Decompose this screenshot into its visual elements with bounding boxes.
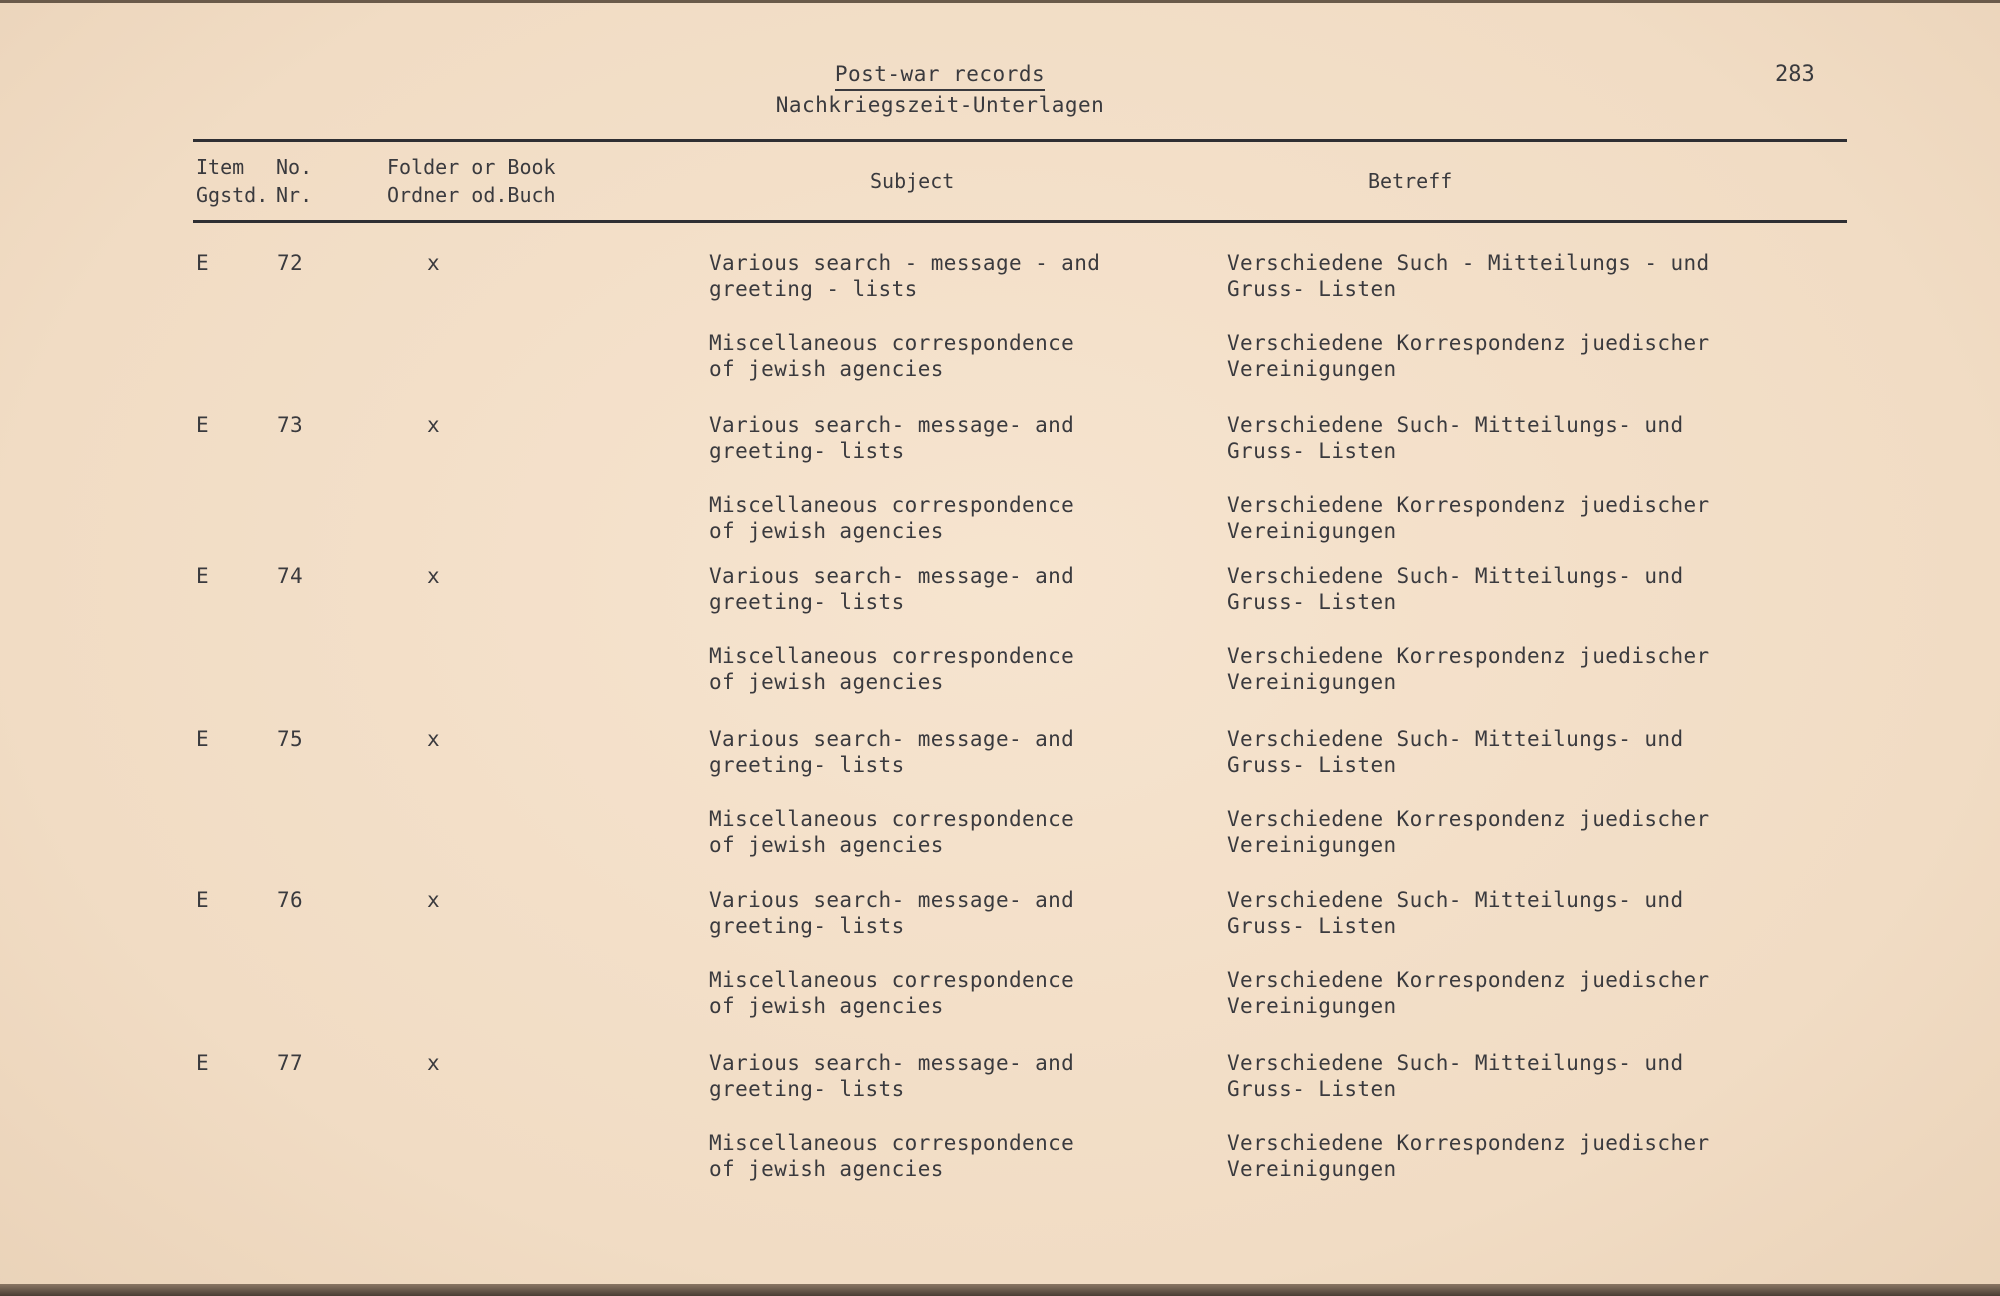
betreff-text: Verschiedene Such - Mitteilungs - und Gruss- Listen — [1227, 251, 1710, 301]
item-code: E — [196, 251, 210, 275]
title-english: Post-war records — [835, 62, 1045, 91]
folder-mark: x — [427, 1051, 441, 1075]
betreff-text: Verschiedene Such- Mitteilungs- und Gruss- Listen — [1227, 888, 1684, 938]
item-number: 76 — [277, 888, 304, 912]
item-code: E — [196, 564, 210, 588]
subject-text: Miscellaneous correspondence of jewish agencies — [709, 1131, 1075, 1181]
subject-text: Various search - message - and greeting - lists — [709, 251, 1101, 301]
column-header-betreff: Betreff — [1368, 169, 1453, 193]
betreff-text: Verschiedene Korrespondenz juedischer Vereinigungen — [1227, 644, 1710, 694]
item-number: 75 — [277, 727, 304, 751]
subject-text: Various search- message- and greeting- lists — [709, 727, 1075, 777]
betreff-text: Verschiedene Korrespondenz juedischer Vereinigungen — [1227, 968, 1710, 1018]
subject-text: Miscellaneous correspondence of jewish agencies — [709, 644, 1075, 694]
betreff-text: Verschiedene Korrespondenz juedischer Vereinigungen — [1227, 807, 1710, 857]
betreff-text: Verschiedene Such- Mitteilungs- und Gruss- Listen — [1227, 1051, 1684, 1101]
subject-text: Various search- message- and greeting- lists — [709, 564, 1075, 614]
betreff-text: Verschiedene Korrespondenz juedischer Vereinigungen — [1227, 493, 1710, 543]
page-number: 283 — [1775, 62, 1815, 87]
folder-mark: x — [427, 564, 441, 588]
betreff-text: Verschiedene Korrespondenz juedischer Vereinigungen — [1227, 331, 1710, 381]
item-number: 77 — [277, 1051, 304, 1075]
item-number: 74 — [277, 564, 304, 588]
folder-mark: x — [427, 413, 441, 437]
folder-mark: x — [427, 727, 441, 751]
item-code: E — [196, 413, 210, 437]
item-number: 72 — [277, 251, 304, 275]
folder-mark: x — [427, 251, 441, 275]
page-top-edge — [0, 0, 2000, 3]
item-code: E — [196, 888, 210, 912]
table-header-rule — [193, 220, 1847, 223]
betreff-text: Verschiedene Such- Mitteilungs- und Gruss- Listen — [1227, 413, 1684, 463]
column-header-item: Item Ggstd. — [196, 155, 269, 207]
page-title — [760, 62, 1120, 117]
subject-text: Miscellaneous correspondence of jewish agencies — [709, 968, 1075, 1018]
page-bottom-edge — [0, 1284, 2000, 1296]
item-number: 73 — [277, 413, 304, 437]
betreff-text: Verschiedene Such- Mitteilungs- und Gruss- Listen — [1227, 564, 1684, 614]
subject-text: Various search- message- and greeting- lists — [709, 413, 1075, 463]
column-header-subject: Subject — [870, 169, 955, 193]
column-header-no: No. Nr. — [276, 155, 313, 207]
table-top-rule — [193, 139, 1847, 142]
item-code: E — [196, 1051, 210, 1075]
subject-text: Miscellaneous correspondence of jewish agencies — [709, 493, 1075, 543]
subject-text: Various search- message- and greeting- lists — [709, 888, 1075, 938]
subject-text: Various search- message- and greeting- lists — [709, 1051, 1075, 1101]
betreff-text: Verschiedene Korrespondenz juedischer Vereinigungen — [1227, 1131, 1710, 1181]
subject-text: Miscellaneous correspondence of jewish agencies — [709, 807, 1075, 857]
folder-mark: x — [427, 888, 441, 912]
column-header-folder: Folder or Book Ordner od.Buch — [387, 155, 556, 207]
title-german: Nachkriegszeit-Unterlagen — [775, 93, 1105, 117]
subject-text: Miscellaneous correspondence of jewish agencies — [709, 331, 1075, 381]
item-code: E — [196, 727, 210, 751]
betreff-text: Verschiedene Such- Mitteilungs- und Gruss- Listen — [1227, 727, 1684, 777]
